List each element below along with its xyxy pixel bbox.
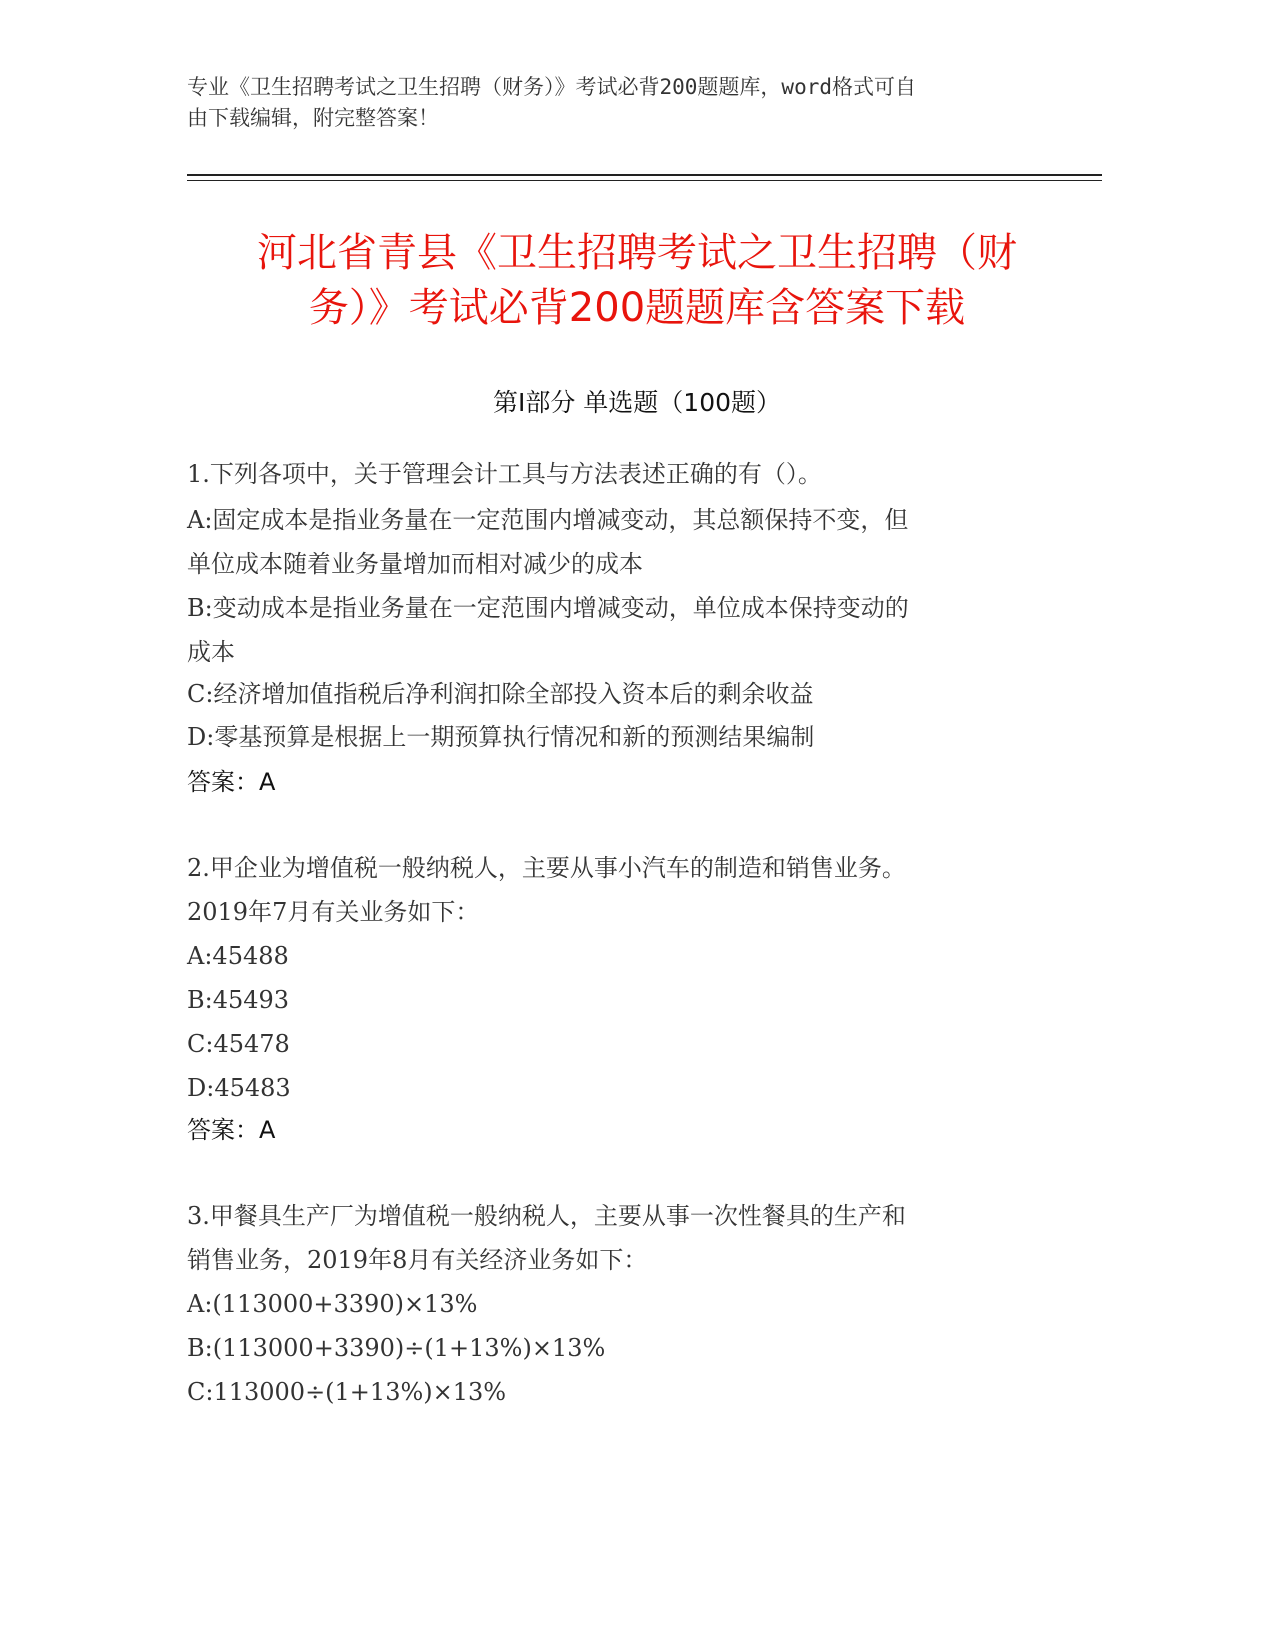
question-3-option-b: B:(113000+3390)÷(1+13%)×13% <box>187 1334 606 1362</box>
question-2-stem-cont: 2019年7月有关业务如下： <box>187 898 480 926</box>
question-2-answer: 答案：A <box>187 1116 276 1144</box>
question-1-option-b-cont: 成本 <box>187 638 235 666</box>
question-1-option-a-cont: 单位成本随着业务量增加而相对减少的成本 <box>187 550 643 578</box>
document-title-line: 河北省青县《卫生招聘考试之卫生招聘（财 <box>257 230 1017 276</box>
question-1-option-a: A:固定成本是指业务量在一定范围内增减变动，其总额保持不变，但 <box>187 506 909 534</box>
header-divider-thick <box>187 174 1102 176</box>
question-2-option-c: C:45478 <box>187 1030 290 1058</box>
question-2-option-a: A:45488 <box>187 942 289 970</box>
question-1-answer: 答案：A <box>187 768 276 796</box>
question-2-stem: 2.甲企业为增值税一般纳税人，主要从事小汽车的制造和销售业务。 <box>187 854 906 882</box>
question-1-option-d: D:零基预算是根据上一期预算执行情况和新的预测结果编制 <box>187 723 815 751</box>
header-note <box>187 72 1067 134</box>
document-title-line: 务）》考试必背200题题库含答案下载 <box>308 285 966 331</box>
question-2-option-b: B:45493 <box>187 986 290 1014</box>
question-3-option-c: C:113000÷(1+13%)×13% <box>187 1378 507 1406</box>
question-3-stem: 3.甲餐具生产厂为增值税一般纳税人，主要从事一次性餐具的生产和 <box>187 1202 906 1230</box>
question-2-option-d: D:45483 <box>187 1074 291 1102</box>
question-3-option-a: A:(113000+3390)×13% <box>187 1290 478 1318</box>
header-note-line: 由下载编辑，附完整答案！ <box>187 106 439 130</box>
header-divider-thin <box>187 180 1102 181</box>
section-heading: 第Ⅰ部分 单选题（100题） <box>492 388 782 417</box>
document-title <box>187 226 1087 336</box>
question-1-stem: 1.下列各项中，关于管理会计工具与方法表述正确的有（）。 <box>187 460 822 488</box>
question-1-option-c: C:经济增加值指税后净利润扣除全部投入资本后的剩余收益 <box>187 680 814 708</box>
header-note-line: 专业《卫生招聘考试之卫生招聘（财务）》考试必背200题题库，word格式可自 <box>187 75 916 99</box>
question-3-stem-cont: 销售业务，2019年8月有关经济业务如下： <box>187 1246 648 1274</box>
question-1-option-b: B:变动成本是指业务量在一定范围内增减变动，单位成本保持变动的 <box>187 594 909 622</box>
